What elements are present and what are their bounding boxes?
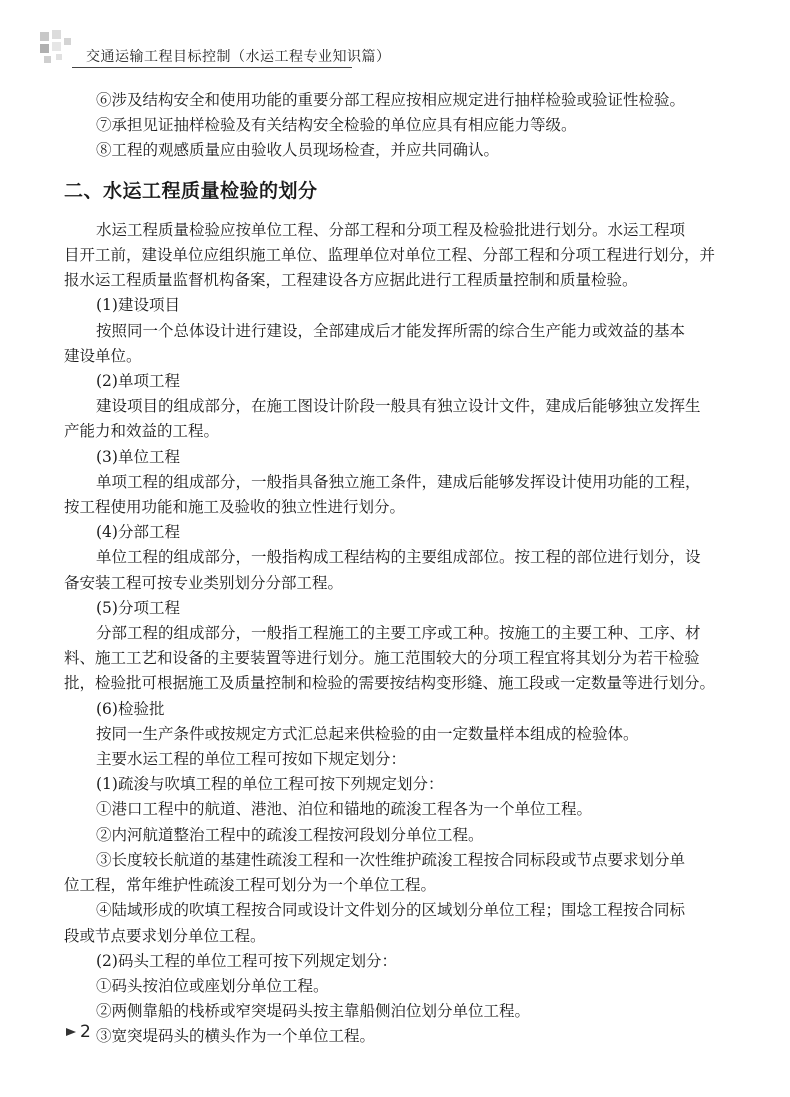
paragraph: (6)检验批 [96,699,165,718]
header-decoration-icon [40,30,80,70]
page-number: 2 [80,1022,91,1042]
paragraph: 按照同一个总体设计进行建设，全部建成后才能发挥所需的综合生产能力或效益的基本 [96,321,686,340]
paragraph: ③宽突堤码头的横头作为一个单位工程。 [96,1027,376,1046]
paragraph: ①码头按泊位或座划分单位工程。 [96,976,329,995]
paragraph: (5)分项工程 [96,598,180,617]
paragraph-continuation: 段或节点要求划分单位工程。 [64,926,266,945]
paragraph: ④陆域形成的吹填工程按合同或设计文件划分的区域划分单位工程；围埝工程按合同标 [96,901,686,920]
paragraph: (4)分部工程 [96,523,180,542]
paragraph: (2)码头工程的单位工程可按下列规定划分： [96,951,397,970]
paragraph: (1)建设项目 [96,296,180,315]
paragraph: (1)疏浚与吹填工程的单位工程可按下列规定划分： [96,775,444,794]
paragraph-continuation: 按工程使用功能和施工及验收的独立性进行划分。 [64,498,406,517]
page-arrow-icon [66,1026,78,1038]
paragraph: ①港口工程中的航道、港池、泊位和锚地的疏浚工程各为一个单位工程。 [96,800,593,819]
paragraph: ②内河航道整治工程中的疏浚工程按河段划分单位工程。 [96,825,484,844]
section-heading: 二、水运工程质量检验的划分 [64,179,318,202]
paragraph-continuation: 料、施工工艺和设备的主要装置等进行划分。施工范围较大的分项工程宜将其划分为若干检验 [64,649,700,668]
header-rule [72,67,352,68]
paragraph-continuation: 目开工前，建设单位应组织施工单位、监理单位对单位工程、分部工程和分项工程进行划分，并 [64,246,716,265]
paragraph: 主要水运工程的单位工程可按如下规定划分： [96,750,407,769]
paragraph: 分部工程的组成部分，一般指工程施工的主要工序或工种。按施工的主要工种、工序、材 [96,624,701,643]
paragraph: (2)单项工程 [96,372,180,391]
paragraph: ⑥涉及结构安全和使用功能的重要分部工程应按相应规定进行抽样检验或验证性检验。 [96,91,686,109]
paragraph-continuation: 批，检验批可根据施工及质量控制和检验的需要按结构变形缝、施工段或一定数量等进行划分。 [64,674,716,693]
paragraph: 单项工程的组成部分，一般指具备独立施工条件，建成后能够发挥设计使用功能的工程， [96,472,701,491]
paragraph-continuation: 建设单位。 [64,346,142,365]
paragraph: 单位工程的组成部分，一般指构成工程结构的主要组成部位。按工程的部位进行划分，设 [96,548,701,567]
paragraph: ②两侧靠船的栈桥或窄突堤码头按主靠船侧泊位划分单位工程。 [96,1002,531,1021]
paragraph: (3)单位工程 [96,447,180,466]
paragraph: ⑧工程的观感质量应由验收人员现场检查，并应共同确认。 [96,141,500,160]
paragraph-continuation: 备安装工程可按专业类别划分分部工程。 [64,573,344,592]
page-body [64,88,716,1050]
running-header-title: 交通运输工程目标控制（水运工程专业知识篇） [86,49,391,65]
paragraph: 水运工程质量检验应按单位工程、分部工程和分项工程及检验批进行划分。水运工程项 [96,220,686,239]
paragraph: ⑦承担见证抽样检验及有关结构安全检验的单位应具有相应能力等级。 [96,116,577,135]
paragraph: ③长度较长航道的基建性疏浚工程和一次性维护疏浚工程按合同标段或节点要求划分单 [96,850,686,869]
paragraph: 建设项目的组成部分，在施工图设计阶段一般具有独立设计文件，建成后能够独立发挥生 [96,397,701,416]
paragraph: 按同一生产条件或按规定方式汇总起来供检验的由一定数量样本组成的检验体。 [96,724,639,743]
paragraph-continuation: 产能力和效益的工程。 [64,422,220,441]
page-header [0,0,790,80]
paragraph-continuation: 报水运工程质量监督机构备案，工程建设各方应据此进行工程质量控制和质量检验。 [64,271,638,290]
paragraph-continuation: 位工程，常年维护性疏浚工程可划分为一个单位工程。 [64,876,437,895]
